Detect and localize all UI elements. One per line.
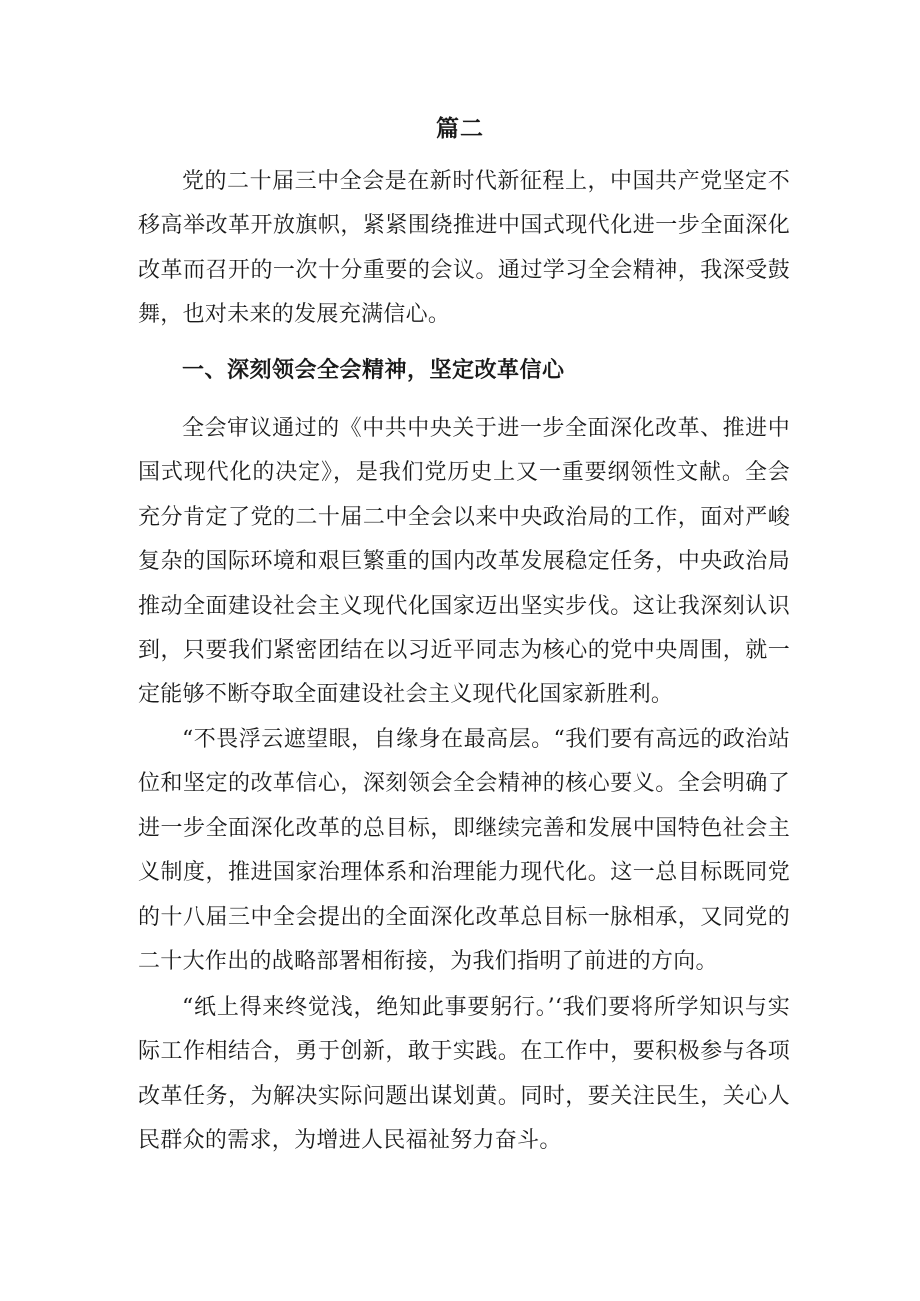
body-paragraph-2: “不畏浮云遮望眼，自缘身在最高层。“我们要有高远的政治站位和坚定的改革信心，深刻领会全会精神的核心要义。全会明确了进一步全面深化改革的总目标，即继续完善和发展中国特色社会主义制度，推进国家治理体系和治理能力现代化。这一总目标既同党的十八届三中全会提出的全面深化改革总目标一脉相承，又同党的二十大作出的战略部署相衔接，为我们指明了前进的方向。	[138, 727, 790, 975]
body-paragraph-1: 全会审议通过的《中共中央关于进一步全面深化改革、推进中国式现代化的决定》，是我们党历史上又一重要纲领性文献。全会充分肯定了党的二十届二中全会以来中央政治局的工作，面对严峻复杂的国际环境和艰巨繁重的国内改革发展稳定任务，中央政治局推动全面建设社会主义现代化国家迈出坚实步伐。这让我深刻认识到，只要我们紧密团结在以习近平同志为核心的党中央周围，就一定能够不断夺取全面建设社会主义现代化国家新胜利。	[138, 416, 790, 708]
section-heading: 一、深刻领会全会精神，坚定改革信心	[182, 358, 565, 383]
document-title: 篇二	[436, 116, 484, 142]
intro-paragraph: 党的二十届三中全会是在新时代新征程上，中国共产党坚定不移高举改革开放旗帜，紧紧围绕推进中国式现代化进一步全面深化改革而召开的一次十分重要的会议。通过学习全会精神，我深受鼓舞，也对未来的发展充满信心。	[138, 169, 790, 328]
body-paragraph-3: “纸上得来终觉浅，绝知此事要躬行。’‘我们要将所学知识与实际工作相结合，勇于创新，敢于实践。在工作中，要积极参与各项改革任务，为解决实际问题出谋划黄。同时，要关注民生，关心人民群众的需求，为增进人民福祉努力奋斗。	[138, 995, 790, 1154]
